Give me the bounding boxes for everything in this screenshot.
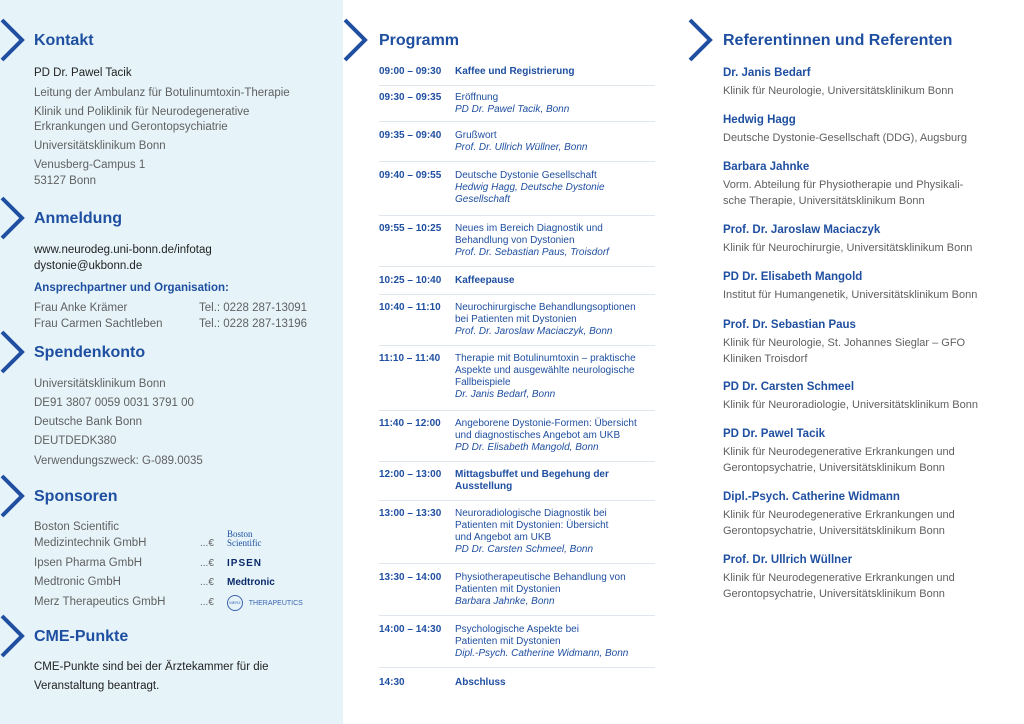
sponsor-row <box>34 529 314 554</box>
referent-name: Barbara Jahnke <box>723 161 810 173</box>
program-time: 10:40 – 11:10 <box>379 302 441 313</box>
referent-name: Prof. Dr. Jaroslaw Maciaczyk <box>723 224 881 236</box>
program-row <box>379 677 655 693</box>
referent-entry <box>723 380 1018 413</box>
referent-name: Dipl.-Psych. Catherine Widmann <box>723 491 900 503</box>
program-session-title: Kaffee und Registrierung <box>455 66 575 77</box>
program-time: 14:00 – 14:30 <box>379 624 442 635</box>
referent-entry <box>723 160 1018 209</box>
program-row <box>379 170 655 216</box>
program-speaker: Prof. Dr. Sebastian Paus, Troisdorf <box>455 247 609 258</box>
program-speaker: PD Dr. Elisabeth Mangold, Bonn <box>455 442 599 453</box>
referents-column <box>688 0 1024 724</box>
kontakt-line: Erkrankungen und Gerontopsychiatrie <box>34 121 228 133</box>
program-row <box>379 469 655 501</box>
program-session-title: Angeborene Dystonie-Formen: Übersicht <box>455 418 637 429</box>
program-session-title: Fallbeispiele <box>455 377 511 388</box>
program-body <box>455 66 655 78</box>
program-row <box>379 624 655 668</box>
program-speaker: Prof. Dr. Jaroslaw Maciaczyk, Bonn <box>455 326 613 337</box>
program-time: 11:40 – 12:00 <box>379 418 441 429</box>
referent-name: Prof. Dr. Ullrich Wüllner <box>723 554 853 566</box>
program-speaker: Dipl.-Psych. Catherine Widmann, Bonn <box>455 648 629 659</box>
sponsor-price: ...€ <box>200 597 214 608</box>
sponsoren-title: Sponsoren <box>34 488 118 505</box>
program-body <box>455 624 655 660</box>
sponsor-name: Merz Therapeutics GmbH <box>34 596 166 608</box>
program-session-title: Behandlung von Dystonien <box>455 235 575 246</box>
program-session-title: Neuroradiologische Diagnostik bei <box>455 508 607 519</box>
sponsor-row <box>34 595 314 613</box>
program-column <box>343 0 688 724</box>
ipsen-logo: IPSEN <box>227 558 263 569</box>
sponsor-name: Boston Scientific <box>34 521 120 533</box>
program-row <box>379 223 655 267</box>
program-session-title: Kaffeepause <box>455 275 515 286</box>
referent-entry <box>723 223 1018 256</box>
sponsor-name: Medizintechnik GmbH <box>34 537 147 549</box>
referent-name: Hedwig Hagg <box>723 114 796 126</box>
program-session-title: Neurochirurgische Behandlungsoptionen <box>455 302 636 313</box>
program-body <box>455 130 655 154</box>
program-session-title: Ausstellung <box>455 481 513 492</box>
kontakt-name: PD Dr. Pawel Tacik <box>34 67 132 79</box>
program-time: 09:30 – 09:35 <box>379 92 442 103</box>
program-session-title: Neues im Bereich Diagnostik und <box>455 223 603 234</box>
contact-name: Frau Anke Krämer <box>34 302 128 314</box>
referent-affiliation: Klinik für Neurodegenerative Erkrankungen und <box>723 509 955 521</box>
sponsor-name: Ipsen Pharma GmbH <box>34 557 143 569</box>
kontakt-line: 53127 Bonn <box>34 175 97 187</box>
referent-entry <box>723 66 1018 99</box>
referent-name: PD Dr. Carsten Schmeel <box>723 381 855 393</box>
program-body <box>455 469 655 493</box>
referent-affiliation: Institut für Humangenetik, Universitätsklinikum Bonn <box>723 289 978 301</box>
referent-entry <box>723 427 1018 476</box>
program-row <box>379 572 655 616</box>
cme-title: CME-Punkte <box>34 628 129 645</box>
program-body <box>455 353 655 401</box>
kontakt-line: Universitätsklinikum Bonn <box>34 140 166 152</box>
cme-text: CME-Punkte sind bei der Ärztekammer für die <box>34 661 269 673</box>
bank-line: Deutsche Bank Bonn <box>34 416 143 428</box>
spendenkonto-title: Spendenkonto <box>34 344 146 361</box>
chevron-right-icon <box>688 18 714 62</box>
referent-affiliation: Deutsche Dystonie-Gesellschaft (DDG), Augsburg <box>723 132 967 144</box>
program-row <box>379 275 655 295</box>
chevron-right-icon <box>343 18 369 62</box>
referents-title: Referentinnen und Referenten <box>723 32 953 49</box>
program-speaker: PD Dr. Carsten Schmeel, Bonn <box>455 544 594 555</box>
contact-tel: Tel.: 0228 287-13091 <box>199 302 308 314</box>
program-body <box>455 92 655 116</box>
chevron-right-icon <box>0 18 26 62</box>
program-session-title: Psychologische Aspekte bei <box>455 624 579 635</box>
program-speaker: Prof. Dr. Ullrich Wüllner, Bonn <box>455 142 588 153</box>
program-row <box>379 130 655 162</box>
sponsor-name: Medtronic GmbH <box>34 576 121 588</box>
medtronic-logo: Medtronic <box>227 577 275 588</box>
program-body <box>455 508 655 556</box>
program-session-title: Grußwort <box>455 130 497 141</box>
program-body <box>455 302 655 338</box>
program-session-title: und diagnostisches Angebot am UKB <box>455 430 621 441</box>
referent-affiliation: Kliniken Troisdorf <box>723 353 808 365</box>
chevron-right-icon <box>0 474 26 518</box>
program-session-title: Patienten mit Dystonien <box>455 584 561 595</box>
bank-line: Universitätsklinikum Bonn <box>34 378 166 390</box>
program-row <box>379 508 655 564</box>
kontakt-line: Venusberg-Campus 1 <box>34 159 146 171</box>
referent-entry <box>723 113 1018 146</box>
program-session-title: und Angebot am UKB <box>455 532 552 543</box>
sponsor-price: ...€ <box>200 577 214 588</box>
referent-name: Prof. Dr. Sebastian Paus <box>723 319 856 331</box>
program-session-title: Physiotherapeutische Behandlung von <box>455 572 626 583</box>
registration-email[interactable]: dystonie@ukbonn.de <box>34 260 143 272</box>
chevron-right-icon <box>0 196 26 240</box>
program-speaker: Barbara Jahnke, Bonn <box>455 596 555 607</box>
program-time: 14:30 <box>379 677 405 688</box>
program-session-title: Abschluss <box>455 677 506 688</box>
program-time: 13:00 – 13:30 <box>379 508 442 519</box>
program-title: Programm <box>379 32 460 49</box>
referent-affiliation: Klinik für Neurodegenerative Erkrankungen und <box>723 446 955 458</box>
program-time: 11:10 – 11:40 <box>379 353 441 364</box>
merz-logo-text: THERAPEUTICS <box>248 599 303 607</box>
program-time: 09:55 – 10:25 <box>379 223 442 234</box>
program-time: 09:00 – 09:30 <box>379 66 442 77</box>
sponsor-price: ...€ <box>200 558 214 569</box>
referent-name: Dr. Janis Bedarf <box>723 67 811 79</box>
program-speaker: Dr. Janis Bedarf, Bonn <box>455 389 556 400</box>
program-session-title: Patienten mit Dystonien: Übersicht <box>455 520 609 531</box>
program-time: 09:40 – 09:55 <box>379 170 442 181</box>
kontakt-line: Leitung der Ambulanz für Botulinumtoxin-Therapie <box>34 87 290 99</box>
program-body <box>455 677 655 689</box>
referent-affiliation: Vorm. Abteilung für Physiotherapie und Physikali- <box>723 179 964 191</box>
cme-text: Veranstaltung beantragt. <box>34 680 160 692</box>
bank-line: DEUTDEDK380 <box>34 435 117 447</box>
program-body <box>455 418 655 454</box>
referent-affiliation: Klinik für Neurologie, Universitätsklinikum Bonn <box>723 85 954 97</box>
program-body <box>455 170 655 206</box>
referent-entry <box>723 318 1018 367</box>
program-session-title: Therapie mit Botulinumtoxin – praktische <box>455 353 636 364</box>
program-row <box>379 418 655 462</box>
kontakt-title: Kontakt <box>34 32 94 49</box>
program-row <box>379 302 655 346</box>
program-body <box>455 223 655 259</box>
referent-entry <box>723 490 1018 539</box>
program-time: 10:25 – 10:40 <box>379 275 442 286</box>
referent-affiliation: Gerontopsychatrie, Universitätsklinikum Bonn <box>723 525 945 537</box>
program-speaker: Hedwig Hagg, Deutsche Dystonie <box>455 182 605 193</box>
merz-badge-icon: MERZ <box>227 595 243 611</box>
contact-tel: Tel.: 0228 287-13196 <box>199 318 308 330</box>
left-column <box>0 0 343 724</box>
program-time: 09:35 – 09:40 <box>379 130 442 141</box>
referent-affiliation: Klinik für Neuroradiologie, Universitätsklinikum Bonn <box>723 399 978 411</box>
program-time: 13:30 – 14:00 <box>379 572 442 583</box>
boston-scientific-logo: Boston Scientific <box>227 529 262 548</box>
merz-logo <box>227 595 303 611</box>
program-session-title: Deutsche Dystonie Gesellschaft <box>455 170 597 181</box>
referent-affiliation: Klinik für Neurochirurgie, Universitätsklinikum Bonn <box>723 242 973 254</box>
contact-heading: Ansprechpartner und Organisation: <box>34 282 229 294</box>
program-speaker: PD Dr. Pawel Tacik, Bonn <box>455 104 570 115</box>
bank-line: Verwendungszweck: G-089.0035 <box>34 455 203 467</box>
sponsor-price: ...€ <box>200 538 214 549</box>
program-speaker: Gesellschaft <box>455 194 511 205</box>
referent-affiliation: sche Therapie, Universitätsklinikum Bonn <box>723 195 925 207</box>
chevron-right-icon <box>0 614 26 658</box>
referent-affiliation: Klinik für Neurodegenerative Erkrankungen und <box>723 572 955 584</box>
program-session-title: Patienten mit Dystonien <box>455 636 561 647</box>
program-body <box>455 572 655 608</box>
chevron-right-icon <box>0 330 26 374</box>
program-row <box>379 353 655 411</box>
program-time: 12:00 – 13:00 <box>379 469 442 480</box>
referent-name: PD Dr. Pawel Tacik <box>723 428 826 440</box>
program-body <box>455 275 655 287</box>
program-session-title: Mittagsbuffet und Begehung der <box>455 469 609 480</box>
sponsor-row <box>34 575 314 593</box>
program-session-title: bei Patienten mit Dystonien <box>455 314 577 325</box>
bank-line: DE91 3807 0059 0031 3791 00 <box>34 397 194 409</box>
referent-affiliation: Klinik für Neurologie, St. Johannes Sieglar – GFO <box>723 337 966 349</box>
referent-affiliation: Gerontopsychatrie, Universitätsklinikum Bonn <box>723 588 945 600</box>
registration-link[interactable]: www.neurodeg.uni-bonn.de/infotag <box>34 244 212 256</box>
program-session-title: Aspekte und ausgewählte neurologische <box>455 365 635 376</box>
referent-name: PD Dr. Elisabeth Mangold <box>723 271 863 283</box>
sponsor-row <box>34 556 314 574</box>
program-row <box>379 92 655 122</box>
program-session-title: Eröffnung <box>455 92 499 103</box>
kontakt-line: Klinik und Poliklinik für Neurodegenerative <box>34 106 250 118</box>
referent-entry <box>723 553 1018 602</box>
referent-affiliation: Gerontopsychatrie, Universitätsklinikum Bonn <box>723 462 945 474</box>
program-row <box>379 66 655 86</box>
anmeldung-title: Anmeldung <box>34 210 122 227</box>
referent-entry <box>723 270 1018 303</box>
contact-name: Frau Carmen Sachtleben <box>34 318 163 330</box>
